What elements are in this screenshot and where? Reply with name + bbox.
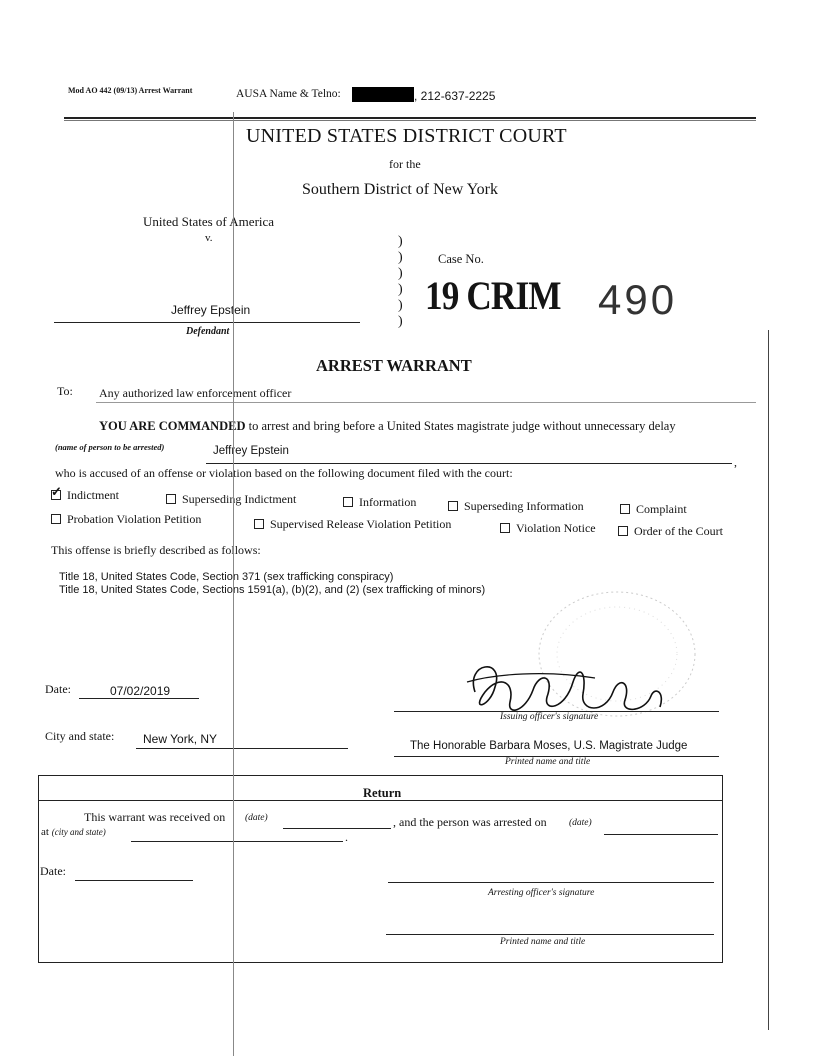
arresting-printed-line bbox=[386, 934, 714, 935]
at-hint: (city and state) bbox=[51, 827, 106, 837]
printed-name-label: Printed name and title bbox=[505, 757, 591, 767]
return-date-line bbox=[75, 880, 193, 881]
caption-paren: ) bbox=[398, 314, 403, 329]
doc-indictment[interactable] bbox=[51, 488, 119, 503]
header-rule-thin bbox=[64, 120, 756, 121]
checkbox-superseding-indictment[interactable] bbox=[166, 494, 176, 504]
ausa-label: AUSA Name & Telno: bbox=[236, 88, 341, 100]
to-value: Any authorized law enforcement officer bbox=[99, 386, 292, 400]
name-comma: , bbox=[734, 455, 737, 469]
at-line bbox=[131, 841, 343, 842]
arresting-sig-line bbox=[388, 882, 714, 883]
checkbox-complaint[interactable] bbox=[620, 504, 630, 514]
issue-date-line bbox=[79, 698, 199, 699]
arrested-text: , and the person was arrested on bbox=[393, 815, 547, 829]
accused-text: who is accused of an offense or violation based on the following document filed with the court: bbox=[55, 466, 513, 480]
doc-probation-violation-label: Probation Violation Petition bbox=[67, 512, 202, 526]
case-no-number: 490 bbox=[598, 276, 678, 323]
commanded-sentence bbox=[99, 419, 676, 434]
to-line bbox=[96, 402, 756, 403]
plaintiff-name: United States of America bbox=[143, 214, 275, 229]
arresting-sig-label: Arresting officer's signature bbox=[488, 888, 595, 898]
doc-complaint[interactable] bbox=[620, 502, 687, 517]
received-date-hint: (date) bbox=[245, 813, 268, 823]
warrant-title: ARREST WARRANT bbox=[316, 356, 472, 375]
received-date-line bbox=[283, 828, 391, 829]
checkbox-supervised-release[interactable] bbox=[254, 519, 264, 529]
caption-paren: ) bbox=[398, 234, 403, 249]
issue-date-label: Date: bbox=[45, 682, 71, 696]
commanded-rest: to arrest and bring before a United States magistrate judge without unnecessary delay bbox=[245, 419, 676, 433]
at-text: at bbox=[41, 826, 49, 838]
redaction-box bbox=[352, 87, 414, 102]
signature-label: Issuing officer's signature bbox=[500, 712, 599, 722]
header-rule bbox=[64, 117, 756, 119]
caption-paren: ) bbox=[398, 298, 403, 313]
district-name: Southern District of New York bbox=[302, 181, 498, 198]
for-the-label: for the bbox=[389, 157, 421, 171]
caption-paren: ) bbox=[398, 266, 403, 281]
defendant-label: Defendant bbox=[186, 326, 230, 337]
doc-probation-violation[interactable] bbox=[51, 512, 201, 527]
city-line bbox=[136, 748, 348, 749]
ausa-phone: , 212-637-2225 bbox=[414, 89, 496, 103]
arresting-printed-label: Printed name and title bbox=[500, 937, 586, 947]
return-title: Return bbox=[363, 786, 402, 800]
issue-date-value: 07/02/2019 bbox=[110, 684, 171, 698]
commanded-bold: YOU ARE COMMANDED bbox=[99, 419, 246, 433]
checkbox-information[interactable] bbox=[343, 497, 353, 507]
name-label: (name of person to be arrested) bbox=[55, 442, 165, 452]
at-label bbox=[41, 826, 106, 838]
doc-superseding-indictment[interactable] bbox=[166, 492, 296, 507]
doc-superseding-indictment-label: Superseding Indictment bbox=[182, 492, 297, 506]
at-period: . bbox=[345, 830, 348, 844]
caption-paren: ) bbox=[398, 250, 403, 265]
received-text: This warrant was received on bbox=[84, 810, 226, 824]
doc-violation-notice-label: Violation Notice bbox=[516, 521, 596, 535]
checkbox-indictment[interactable] bbox=[51, 490, 61, 500]
doc-order-of-court[interactable] bbox=[618, 524, 723, 539]
form-id: Mod AO 442 (09/13) Arrest Warrant bbox=[68, 86, 193, 95]
case-no-stamp: 19 CRIM bbox=[425, 273, 561, 318]
checkbox-superseding-information[interactable] bbox=[448, 501, 458, 511]
arrested-date-line bbox=[604, 834, 718, 835]
checkbox-probation-violation[interactable] bbox=[51, 514, 61, 524]
return-date-label: Date: bbox=[40, 864, 66, 878]
doc-order-of-court-label: Order of the Court bbox=[634, 524, 723, 538]
scan-edge-line bbox=[768, 330, 769, 1030]
doc-information-label: Information bbox=[359, 495, 417, 509]
scan-fold-line bbox=[233, 112, 234, 1056]
doc-violation-notice[interactable] bbox=[500, 521, 596, 536]
name-value: Jeffrey Epstein bbox=[213, 445, 289, 457]
offense-intro: This offense is briefly described as follows: bbox=[51, 543, 261, 557]
doc-indictment-label: Indictment bbox=[67, 488, 119, 502]
doc-superseding-information[interactable] bbox=[448, 499, 584, 514]
caption-paren: ) bbox=[398, 282, 403, 297]
doc-supervised-release[interactable] bbox=[254, 517, 451, 532]
checkbox-violation-notice[interactable] bbox=[500, 523, 510, 533]
checkbox-order-of-court[interactable] bbox=[618, 526, 628, 536]
to-label: To: bbox=[57, 384, 73, 398]
printed-name: The Honorable Barbara Moses, U.S. Magistrate Judge bbox=[410, 740, 688, 752]
doc-superseding-information-label: Superseding Information bbox=[464, 499, 584, 513]
offense-line-1: Title 18, United States Code, Section 371 (sex trafficking conspiracy) bbox=[59, 571, 394, 583]
city-label: City and state: bbox=[45, 729, 115, 743]
doc-information[interactable] bbox=[343, 495, 416, 510]
doc-supervised-release-label: Supervised Release Violation Petition bbox=[270, 517, 452, 531]
defendant-name: Jeffrey Epstein bbox=[171, 303, 251, 317]
city-value: New York, NY bbox=[143, 732, 218, 746]
court-title: UNITED STATES DISTRICT COURT bbox=[246, 125, 567, 147]
name-line bbox=[206, 463, 732, 464]
defendant-line bbox=[54, 322, 360, 323]
doc-complaint-label: Complaint bbox=[636, 502, 687, 516]
case-no-label: Case No. bbox=[438, 252, 484, 266]
arrested-date-hint: (date) bbox=[569, 818, 592, 828]
offense-line-2: Title 18, United States Code, Sections 1591(a), (b)(2), and (2) (sex trafficking of minors) bbox=[59, 584, 486, 596]
versus-label: v. bbox=[205, 232, 213, 244]
